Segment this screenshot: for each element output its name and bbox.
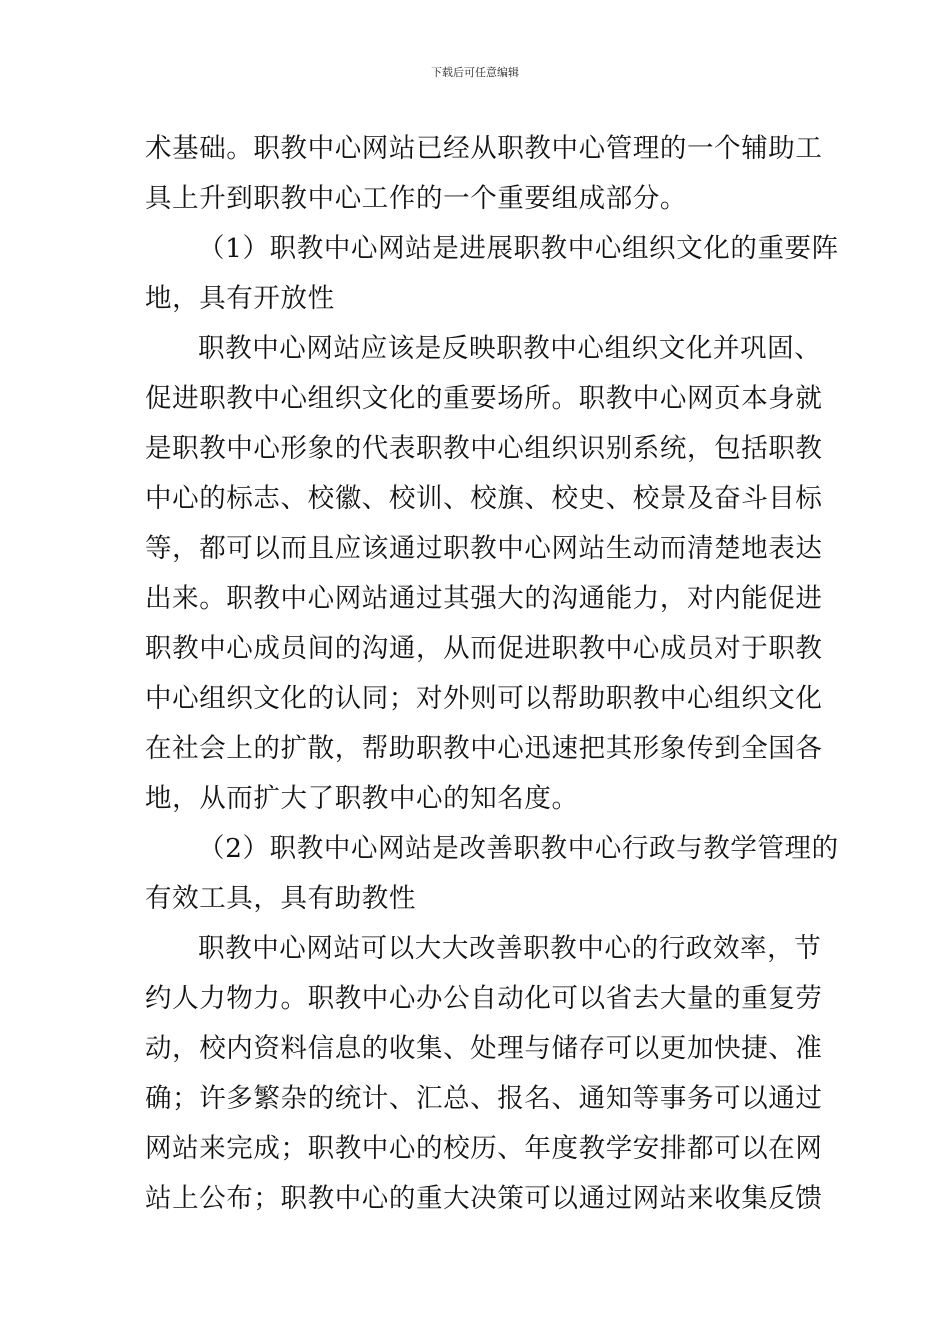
body-text-line: 促进职教中心组织文化的重要场所。职教中心网页本身就 xyxy=(145,383,823,414)
body-text-line: 站上公布；职教中心的重大决策可以通过网站来收集反馈 xyxy=(145,1183,823,1214)
section-heading-line: （2）职教中心网站是改善职教中心行政与教学管理的 xyxy=(198,833,839,864)
body-text-line: 确；许多繁杂的统计、汇总、报名、通知等事务可以通过 xyxy=(145,1083,823,1114)
body-text-line: 约人力物力。职教中心办公自动化可以省去大量的重复劳 xyxy=(145,983,823,1014)
paragraph-first-line: 职教中心网站可以大大改善职教中心的行政效率，节 xyxy=(198,933,822,964)
section-heading-line: 地，具有开放性 xyxy=(145,283,335,314)
body-text-line: 出来。职教中心网站通过其强大的沟通能力，对内能促进 xyxy=(145,583,823,614)
body-text-line: 具上升到职教中心工作的一个重要组成部分。 xyxy=(145,183,687,214)
body-text-line: 是职教中心形象的代表职教中心组织识别系统，包括职教 xyxy=(145,433,823,464)
section-heading-line: （1）职教中心网站是进展职教中心组织文化的重要阵 xyxy=(198,233,839,264)
body-text-line: 网站来完成；职教中心的校历、年度教学安排都可以在网 xyxy=(145,1133,823,1164)
body-text-line: 等，都可以而且应该通过职教中心网站生动而清楚地表达 xyxy=(145,533,823,564)
body-text-line: 中心组织文化的认同；对外则可以帮助职教中心组织文化 xyxy=(145,683,823,714)
body-text-line: 地，从而扩大了职教中心的知名度。 xyxy=(145,783,579,814)
body-text-line: 中心的标志、校徽、校训、校旗、校史、校景及奋斗目标 xyxy=(145,483,823,514)
section-heading-line: 有效工具，具有助教性 xyxy=(145,883,416,914)
paragraph-first-line: 职教中心网站应该是反映职教中心组织文化并巩固、 xyxy=(198,333,822,364)
body-text-line: 在社会上的扩散，帮助职教中心迅速把其形象传到全国各 xyxy=(145,733,823,764)
page-header-note: 下载后可任意编辑 xyxy=(431,66,519,79)
body-text-line: 术基础。职教中心网站已经从职教中心管理的一个辅助工 xyxy=(145,133,823,164)
body-text-line: 职教中心成员间的沟通，从而促进职教中心成员对于职教 xyxy=(145,633,823,664)
body-text-line: 动，校内资料信息的收集、处理与储存可以更加快捷、准 xyxy=(145,1033,823,1064)
